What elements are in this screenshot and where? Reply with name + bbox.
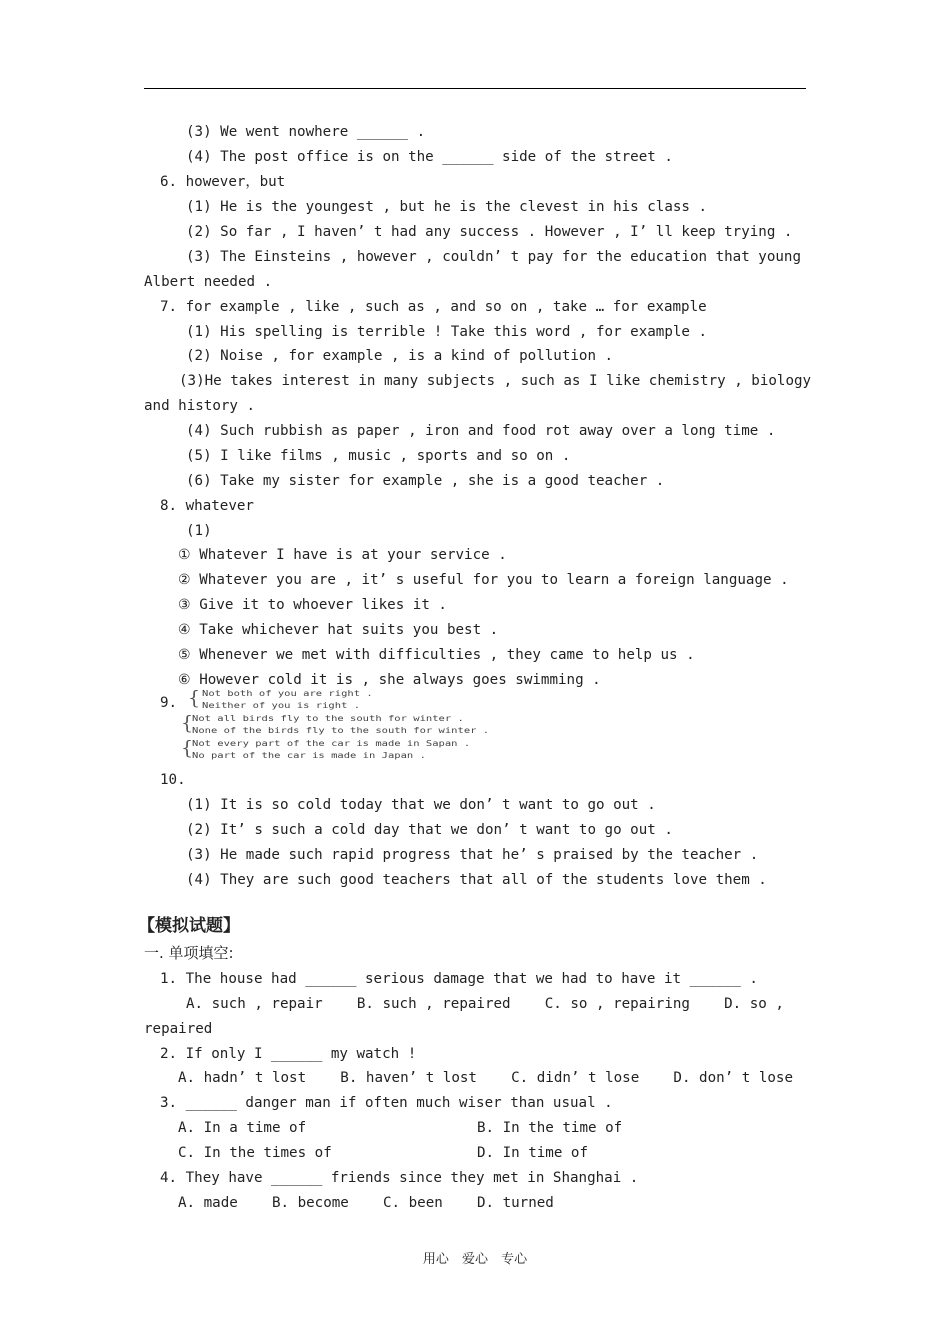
- text-line: Not all birds fly to the south for winter .: [192, 714, 464, 723]
- text-line: (4) They are such good teachers that all of the students love them .: [186, 872, 767, 888]
- text-line: (2) Noise , for example , is a kind of pollution .: [186, 348, 614, 364]
- section-title: 【模拟试题】: [138, 916, 240, 936]
- options: C. In the times of D. In time of: [178, 1145, 588, 1161]
- section-subtitle: 一. 单项填空:: [144, 944, 234, 962]
- brace-icon: {: [181, 712, 194, 734]
- text-line: (3) The Einsteins , however , couldn’ t pay for the education that young: [186, 249, 801, 265]
- page-footer: 用心 爱心 专心: [422, 1252, 528, 1267]
- text-line: (6) Take my sister for example , she is a good teacher .: [186, 473, 665, 489]
- text-line: (3) He made such rapid progress that he’ s praised by the teacher .: [186, 847, 759, 863]
- text-line: ⑤ Whenever we met with difficulties , they came to help us .: [178, 647, 695, 663]
- text-line: (3)He takes interest in many subjects , such as I like chemistry , biology: [179, 373, 812, 389]
- text-line: ② Whatever you are , it’ s useful for you to learn a foreign language .: [178, 572, 789, 588]
- text-line: (3) We went nowhere ______ .: [186, 124, 426, 140]
- text-line: No part of the car is made in Japan .: [192, 751, 426, 760]
- item-heading: 7. for example , like , such as , and so on , take … for example: [160, 299, 707, 315]
- question: 2. If only I ______ my watch !: [160, 1046, 417, 1062]
- text-line: (2) It’ s such a cold day that we don’ t want to go out .: [186, 822, 673, 838]
- text-line: (1) He is the youngest , but he is the clevest in his class .: [186, 199, 708, 215]
- brace-icon: {: [188, 687, 201, 709]
- text-line: (5) I like films , music , sports and so on .: [186, 448, 571, 464]
- text-line: Not every part of the car is made in Sapan .: [192, 739, 471, 748]
- text-line: Neither of you is right .: [202, 701, 361, 710]
- options: A. made B. become C. been D. turned: [178, 1195, 554, 1211]
- text-line: (2) So far , I haven’ t had any success . However , I’ ll keep trying .: [186, 224, 793, 240]
- text-line: Not both of you are right .: [202, 689, 373, 698]
- item-heading: 10.: [160, 772, 186, 788]
- text-line: None of the birds fly to the south for winter .: [192, 726, 490, 735]
- text-line: Albert needed .: [144, 274, 273, 290]
- brace-icon: {: [181, 737, 194, 759]
- text-line: ④ Take whichever hat suits you best .: [178, 622, 499, 638]
- text-line: (4) The post office is on the ______ side of the street .: [186, 149, 673, 165]
- text-line: ③ Give it to whoever likes it .: [178, 597, 447, 613]
- item-heading: 6. however，but: [160, 174, 286, 190]
- item-number: 9.: [160, 695, 178, 711]
- text-line: (1) It is so cold today that we don’ t want to go out .: [186, 797, 656, 813]
- question: 4. They have ______ friends since they met in Shanghai .: [160, 1170, 639, 1186]
- text-line: and history .: [144, 398, 256, 414]
- options: A. hadn’ t lost B. haven’ t lost C. didn’ t lose D. don’ t lose: [178, 1070, 793, 1086]
- options: repaired: [144, 1021, 213, 1037]
- text-line: ⑥ However cold it is , she always goes swimming .: [178, 672, 601, 688]
- item-heading: 8. whatever: [160, 498, 254, 514]
- text-line: ① Whatever I have is at your service .: [178, 547, 507, 563]
- question: 1. The house had ______ serious damage that we had to have it ______ .: [160, 971, 758, 987]
- question: 3. ______ danger man if often much wiser than usual .: [160, 1095, 613, 1111]
- text-line: (1): [186, 523, 212, 539]
- text-line: (1) His spelling is terrible ! Take this word , for example .: [186, 324, 708, 340]
- options: A. such , repair B. such , repaired C. so , repairing D. so ,: [186, 996, 784, 1012]
- options: A. In a time of B. In the time of: [178, 1120, 623, 1136]
- header-rule: [144, 88, 806, 89]
- text-line: (4) Such rubbish as paper , iron and food rot away over a long time .: [186, 423, 776, 439]
